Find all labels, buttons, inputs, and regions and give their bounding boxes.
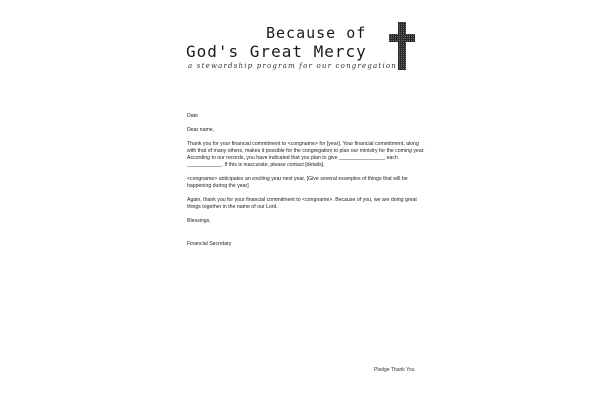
closing: Blessings,: [187, 218, 211, 224]
paragraph-2: <congname> anticipates an exciting year next year. [Give several examples of things that will be happening during the year]: [187, 176, 408, 189]
title-line-2: God's Great Mercy: [186, 42, 367, 61]
letter-body: [187, 113, 427, 255]
tagline: a stewardship program for our congregation: [188, 62, 398, 70]
paragraph-1: Thank you for your financial commitment to <congname> for [year]. Your financial commitment, along with that of many others, makes it possible for the congregation to plan our ministry for the coming year. According to our records, you have indicated that you plan to give ________________ each ____________. If this is inaccurate, please contact [details].: [187, 141, 425, 168]
cross-icon: [389, 22, 415, 70]
title-line-1: Because of: [266, 24, 367, 42]
salutation: Dear name,: [187, 127, 215, 133]
paragraph-3: Again, thank you for your financial commitment to <congname>. Because of you, we are doing great things together in the name of our Lord.: [187, 197, 417, 210]
date-line: Date: [187, 113, 198, 119]
signature: Financial Secretary: [187, 241, 232, 247]
footer-label: Pledge Thank You: [374, 367, 415, 373]
letterhead: [186, 22, 416, 74]
